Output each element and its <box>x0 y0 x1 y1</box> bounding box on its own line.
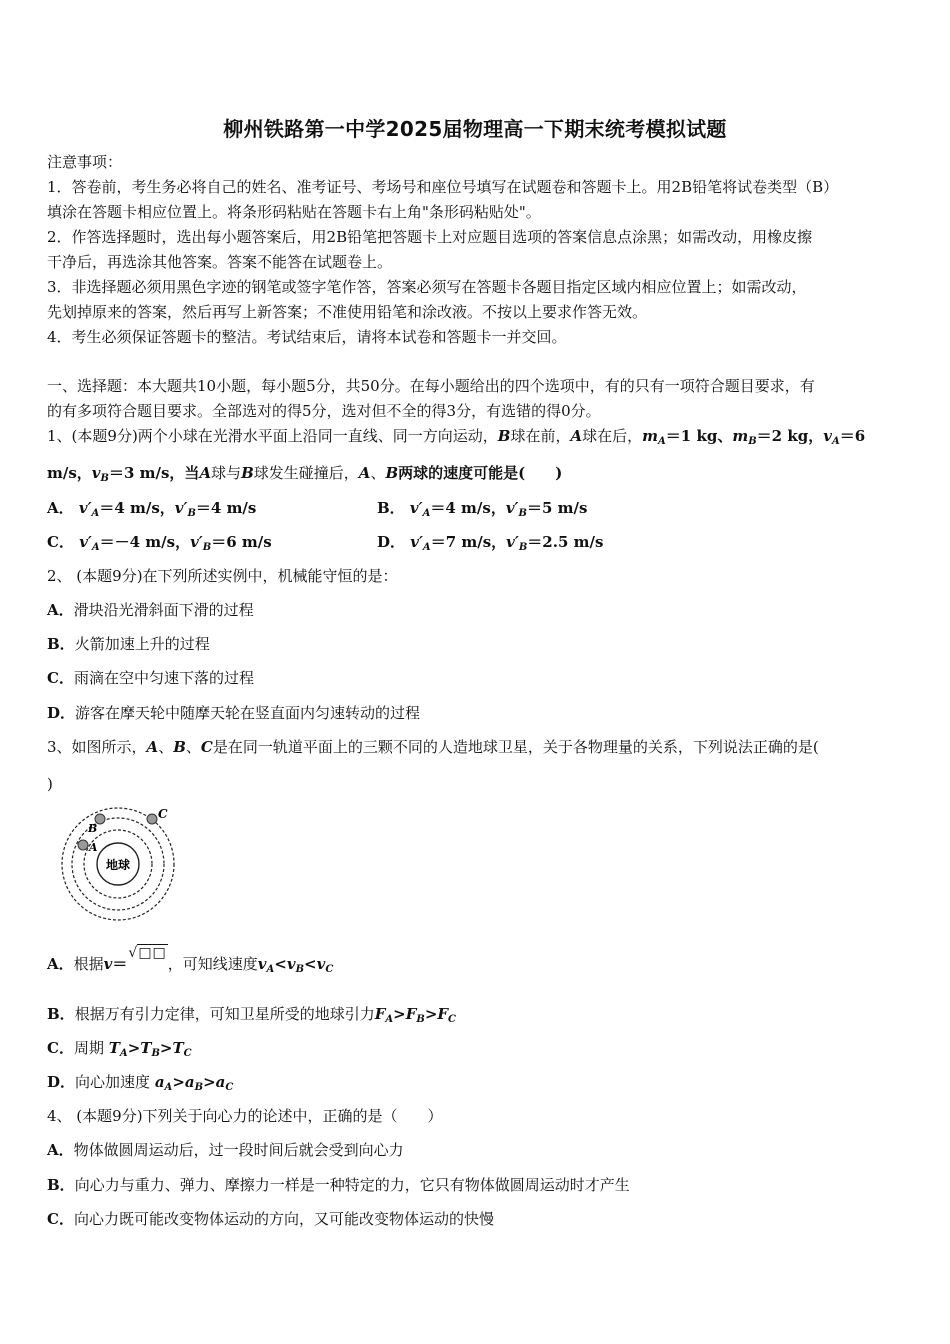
satellite-c <box>147 814 157 824</box>
notice-line-5: 3．非选择题必须用黑色字迹的钢笔或签字笔作答，答案必须写在答题卡各题目指定区域内相应位置上；如需改动， <box>47 278 807 296</box>
notice-line-1: 1．答卷前，考生务必将自己的姓名、准考证号、考场号和座位号填写在试题卷和答题卡上。用2B铅笔将试卷类型（B） <box>47 178 839 196</box>
q2-option-a: A．滑块沿光滑斜面下滑的过程 <box>47 601 254 619</box>
orbit-figure <box>52 800 182 925</box>
q2-stem: 2、 (本题9分)在下列所述实例中，机械能守恒的是： <box>47 567 398 585</box>
q3-option-d: D．向心加速度 $a_A>a_B>a_C$ <box>47 1073 234 1093</box>
q1-option-c: C． $v'_A=-4$ m/s，$v'_B=6$ m/s <box>47 533 272 553</box>
section-intro-1: 一、选择题：本大题共10小题，每小题5分，共50分。在每小题给出的四个选项中，有的只有一项符合题目要求，有 <box>47 377 815 395</box>
notice-line-7: 4．考生必须保证答题卡的整洁。考试结束后，请将本试卷和答题卡一并交回。 <box>47 328 567 346</box>
q1-stem-line-2: m/s，$v_B=3$ m/s，当A球与B球发生碰撞后，A、B两球的速度可能是( ) <box>47 464 563 484</box>
earth-label: 地球 <box>105 858 131 872</box>
q2-option-b: B．火箭加速上升的过程 <box>47 635 210 653</box>
notice-line-4: 干净后，再选涂其他答案。答案不能答在试题卷上。 <box>47 253 393 271</box>
satellite-a-label: A <box>89 841 98 854</box>
q1-option-d: D． $v'_A=7$ m/s，$v'_B=2.5$ m/s <box>377 533 604 553</box>
notice-line-3: 2．作答选择题时，选出每小题答案后，用2B铅笔把答题卡上对应题目选项的答案信息点涂黑；如需改动，用橡皮擦 <box>47 228 813 246</box>
section-intro-2: 的有多项符合题目要求。全部选对的得5分，选对但不全的得3分，有选错的得0分。 <box>47 402 601 420</box>
q3-stem-end: ) <box>47 775 53 793</box>
notice-line-2: 填涂在答题卡相应位置上。将条形码粘贴在答题卡右上角"条形码粘贴处"。 <box>47 203 541 221</box>
notice-line-6: 先划掉原来的答案，然后再写上新答案；不准使用铅笔和涂改液。不按以上要求作答无效。 <box>47 303 648 321</box>
q4-stem: 4、 (本题9分)下列关于向心力的论述中，正确的是（ ） <box>47 1107 443 1125</box>
q3-stem: 3、如图所示，A、B、C是在同一轨道平面上的三颗不同的人造地球卫星，关于各物理量的关系，下列说法正确的是( <box>47 738 819 756</box>
satellite-c-label: C <box>158 807 168 821</box>
q1-option-a: A． $v'_A=4$ m/s，$v'_B=4$ m/s <box>47 499 257 519</box>
q3-option-b: B．根据万有引力定律，可知卫星所受的地球引力$F_A>F_B>F_C$ <box>47 1005 457 1025</box>
sqrt-expression: √□□ <box>128 945 167 961</box>
q3-option-a: A．根据v＝√□□，可知线速度$v_A<v_B<v_C$ <box>47 945 334 975</box>
satellite-b-label: B <box>88 822 98 835</box>
q4-option-b: B．向心力与重力、弹力、摩擦力一样是一种特定的力，它只有物体做圆周运动时才产生 <box>47 1176 630 1194</box>
q4-option-c: C．向心力既可能改变物体运动的方向，又可能改变物体运动的快慢 <box>47 1210 494 1228</box>
q2-option-d: D．游客在摩天轮中随摩天轮在竖直面内匀速转动的过程 <box>47 704 421 722</box>
q1-option-b: B． $v'_A=4$ m/s，$v'_B=5$ m/s <box>377 499 588 519</box>
q1-stem-line-1: 1、(本题9分)两个小球在光滑水平面上沿同一直线、同一方向运动，B球在前，A球在后，$m_A=1$ kg、$m_B=2$ kg，$v_A=6$ <box>47 427 866 447</box>
orbit-diagram <box>52 800 182 925</box>
q3-option-c: C．周期 $T_A>T_B>T_C$ <box>47 1039 192 1059</box>
page-title: 柳州铁路第一中学2025届物理高一下期末统考模拟试题 <box>223 117 727 141</box>
q4-option-a: A．物体做圆周运动后，过一段时间后就会受到向心力 <box>47 1141 404 1159</box>
satellite-a <box>78 840 88 850</box>
q2-option-c: C．雨滴在空中匀速下落的过程 <box>47 669 254 687</box>
notice-heading: 注意事项： <box>47 153 123 171</box>
